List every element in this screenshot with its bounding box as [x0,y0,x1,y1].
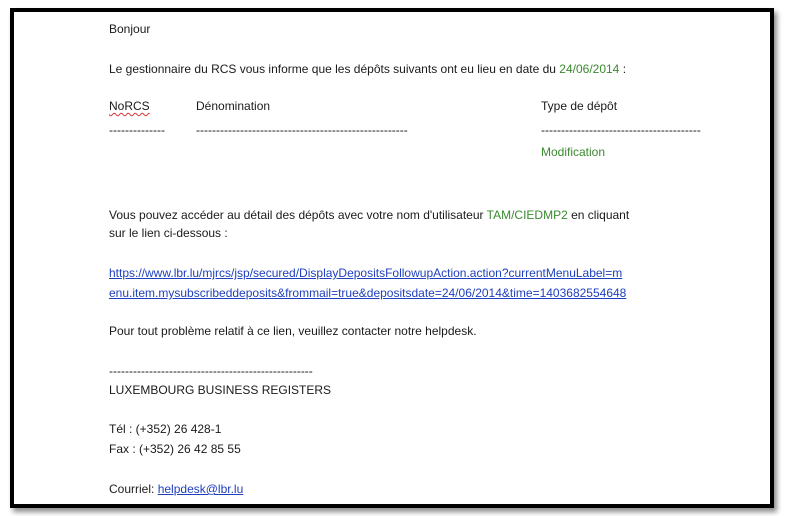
access-line [109,208,629,223]
phone-number: Tél : (+352) 26 428-1 [109,422,222,436]
email-label: Courriel: [109,482,155,496]
separator-type: ---------------------------------------- [541,123,701,137]
deposit-date: 24/06/2014 [559,62,620,76]
col-header-type: Type de dépôt [541,99,618,113]
fax-number: Fax : (+352) 26 42 85 55 [109,442,241,456]
separator-norcs: -------------- [109,123,165,137]
access-prefix: Vous pouvez accéder au détail des dépôts avec votre nom d'utilisateur [109,208,484,222]
intro-line [109,62,626,77]
email-body-frame [10,8,774,508]
deposits-link-line-2[interactable]: enu.item.mysubscribeddeposits&frommail=true&depositsdate=24/06/2014&time=1403682554648 [109,286,627,300]
helpdesk-email-link[interactable]: helpdesk@lbr.lu [157,482,244,496]
email-contact [109,482,243,497]
greeting: Bonjour [109,22,151,36]
col-header-denomination: Dénomination [196,99,271,113]
deposits-link-line-1[interactable]: https://www.lbr.lu/mjrcs/jsp/secured/DisplayDepositsFollowupAction.action?currentMenuLabel=m [109,266,623,280]
access-suffix: en cliquant [571,208,630,222]
username: TAM/CIEDMP2 [486,208,568,222]
deposit-type-value: Modification [541,145,606,159]
organization-name: LUXEMBOURG BUSINESS REGISTERS [109,383,332,397]
col-header-norcs: NoRCS [109,99,150,113]
intro-suffix: : [622,62,627,76]
access-line-2: sur le lien ci-dessous : [109,226,228,240]
helpdesk-note: Pour tout problème relatif à ce lien, veuillez contacter notre helpdesk. [109,324,477,338]
intro-prefix: Le gestionnaire du RCS vous informe que les dépôts suivants ont eu lieu en date du [109,62,556,76]
signature-separator: --------------------------------------------------- [109,364,313,378]
separator-denomination: ----------------------------------------------------- [196,123,408,137]
